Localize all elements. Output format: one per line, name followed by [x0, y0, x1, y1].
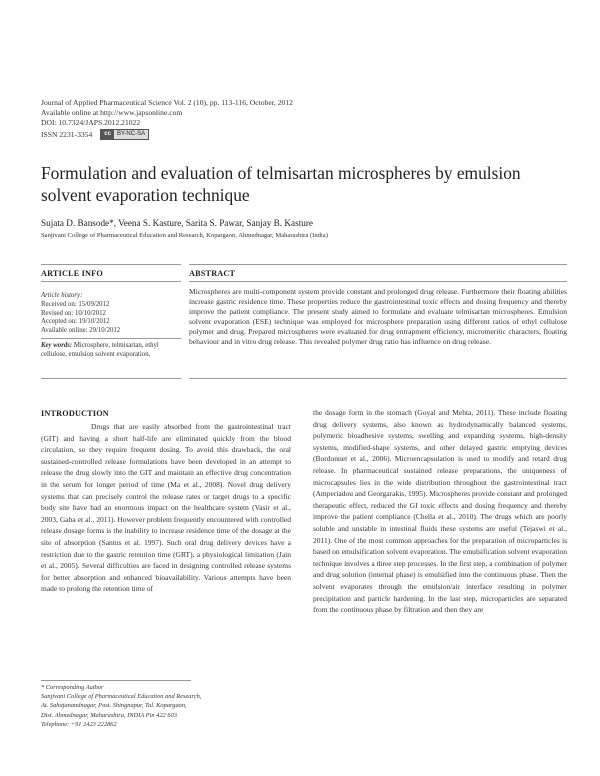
author-list: Sujata D. Bansode*, Veena S. Kasture, Sarita S. Pawar, Sanjay B. Kasture	[41, 218, 313, 228]
history-online: Available online: 29/10/2012	[41, 327, 121, 335]
history-label: Article history:	[41, 292, 83, 299]
doi-line: DOI: 10.7324/JAPS.2012.21022	[41, 118, 141, 127]
divider	[41, 281, 181, 282]
affiliation: Sanjivani College of Pharmaceutical Education and Research, Kopargaon, Ahmednagar, Maharashtra (India)	[41, 232, 328, 239]
history-received: Received on: 15/09/2012	[41, 300, 110, 308]
divider	[41, 338, 181, 339]
journal-citation: Journal of Applied Pharmaceutical Science Vol. 2 (10), pp. 113-116, October, 2012	[41, 98, 293, 107]
divider	[189, 264, 567, 265]
abstract-heading: ABSTRACT	[189, 269, 236, 278]
journal-header	[41, 98, 293, 128]
journal-website: Available online at http://www.japsonline.com	[41, 108, 183, 117]
cc-license-type: BY-NC-SA	[114, 130, 148, 139]
intro-right-column	[313, 407, 567, 616]
divider	[189, 378, 567, 379]
corresponding-author-footnote	[41, 683, 291, 729]
article-info-heading: ARTICLE INFO	[41, 269, 103, 278]
intro-paragraph-right: the dosage form in the stomach (Goyal and Mehta, 2011). These include floating drug delivery systems, also known as hydrodynamically balanced systems, polymeric bioadhesive systems, swelling and expanding systems, high-density systems, modified-shape systems, and other delayed gastric emptying devices (Bordonnet et al., 2006). Microencapsulation is used to modify and retard drug release. In pharmaceutical sustained release preparations, the uniqueness of microcapsules lies in the wide distribution throughout the gastrointestinal tract (Amperiadou and Georgarakis, 1995). Microspheres provide constant and prolonged therapeutic effect, reduced the GI toxic effects and dosing frequency and thereby improve the patient compliance (Chella et al., 2010). The drugs which are poorly soluble and unstable in intestinal fluids these systems are useful (Tejaswi et al., 2011). One of the most common approaches for the preparation of microparticles is based on emulsification solvent evaporation. The emulsification solvent evaporation technique involves a three step processes. In the first step, a combination of polymer and drug solution (internal phase) is emulsified into the continuous phase. Then the solvent evaporates through the emulsion/air interface resulting in polymer precipitation and particle hardening. In the last step, microparticles are separated from the continuous phase by filtration and then they are	[313, 408, 567, 615]
issn-label: ISSN 2231-3354	[41, 130, 93, 139]
article-info	[41, 292, 181, 360]
cc-license-badge[interactable]	[100, 129, 149, 140]
divider	[41, 264, 181, 265]
history-accepted: Accepted on: 19/10/2012	[41, 318, 110, 326]
introduction-heading: INTRODUCTION	[41, 409, 109, 418]
footnote-label: * Corresponding Author	[41, 684, 104, 691]
divider	[41, 378, 181, 379]
issn-row	[41, 129, 149, 140]
intro-paragraph-left: Drugs that are easily absorbed from the gastrointestinal tract (GIT) and having a short half-life are eliminated quickly from the blood circulation, so they require frequent dosing. To avoid this drawback, the oral sustained-controlled release formulations have been developed in an attempt to release the drug slowly into the GIT and maintain an effective drug concentration in the serum for longer period of time (Ma et al., 2008). Novel drug delivery systems that can precisely control the release rates or target drugs to a specific body site have had an enormous impact on the healthcare system (Vasir et al., 2003, Gaba et al., 2011). However problem frequently encountered with controlled release dosage forms is the inability to increase residence time of the dosage at the site of absorption (Santus et al. 1997). Such oral drug delivery devices have a restriction due to the gastric retention time (GRT), a physiological limitation (Jain et al., 2005). Several difficulties are faced in designing controlled release systems for better absorption and enhanced bioavailability. Various attempts have been made to prolong the retention time of	[41, 422, 291, 594]
footnote-line: Dist. Ahmednagar, Maharashtra, INDIA Pin 422 603	[41, 711, 177, 719]
article-title: Formulation and evaluation of telmisartan microspheres by emulsion solvent evaporation technique	[41, 163, 521, 205]
keywords	[41, 342, 181, 360]
footnote-divider	[41, 680, 191, 681]
footnote-line: At. Sahajanandnagar, Post. Shingnapur, Tal. Kopargaon,	[41, 702, 187, 710]
intro-left-column	[41, 421, 291, 595]
footnote-line: Sanjivani College of Pharmaceutical Education and Research,	[41, 693, 202, 701]
abstract-text: Microspheres are multi-component system provide constant and prolonged drug release. Furthermore their floating abilities increase gastric residence time. These properties reduce the gastrointestinal toxic effects and dosing frequency and thereby improve the patient compliance. The present study aimed to formulate and evaluate telmisartan microspheres. Emulsion solvent evaporation (ESE) technique was employed for microsphere preparation using different ratios of ethyl cellulose polymer and drug. Prepared microspheres were evaluated for drug entrapment efficiency, micromeritic characters, floating behaviour and in vitro drug release. This revealed polymer drug ratio has influence on drug release.	[189, 287, 567, 346]
divider	[189, 281, 567, 282]
keywords-label: Key words:	[41, 341, 73, 349]
keywords-text: Microsphere, telmisartan, ethyl cellulose, emulsion solvent evaporation.	[41, 341, 159, 358]
cc-logo-text: cc	[101, 130, 114, 139]
footnote-line: Telephone: +91 2423 222862	[41, 720, 117, 728]
history-revised: Revised on: 10/10/2012	[41, 309, 106, 317]
